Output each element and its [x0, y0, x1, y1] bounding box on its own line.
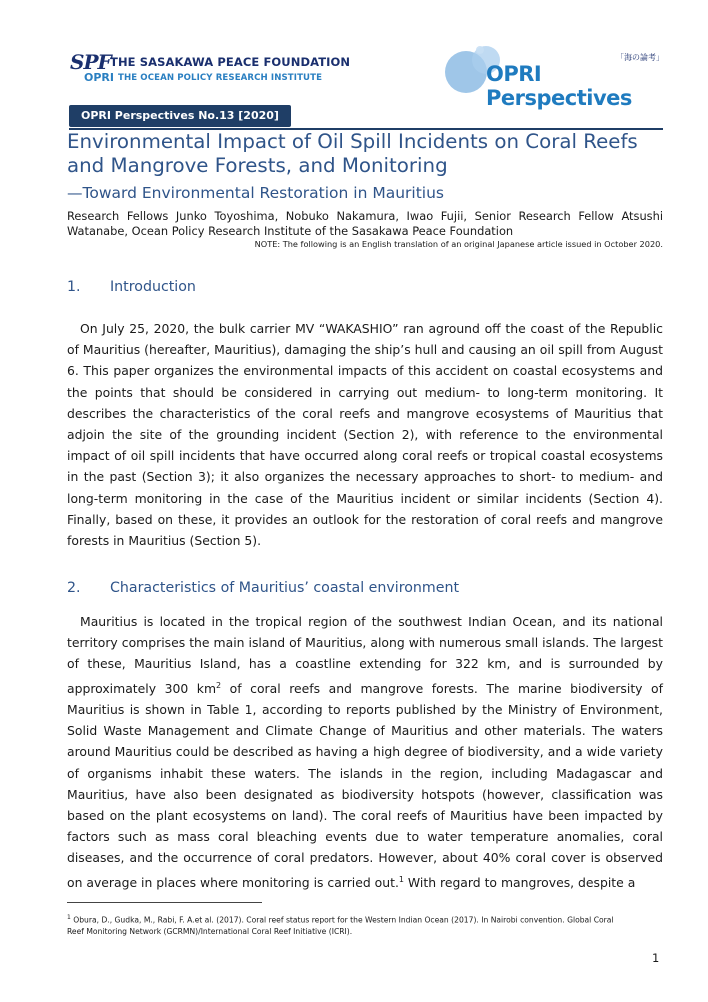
perspectives-tag: 「海の論考」 [616, 53, 664, 62]
section-body-introduction [67, 318, 663, 551]
section-title: Characteristics of Mauritius’ coastal environment [110, 580, 460, 596]
superscript: 2 [216, 680, 222, 690]
paragraph: On July 25, 2020, the bulk carrier MV “WAKASHIO” ran aground off the coast of the Republic of Mauritius (hereafter, Mauritius), damaging the ship’s hull and causing an oil spill from August 6. This paper organizes the environmental impacts of this accident on coastal ecosystems and the points that should be considered in carrying out medium- to long-term monitoring. It describes the characteristics of the coral reefs and mangrove ecosystems of Mauritius that adjoin the site of the grounding incident (Section 2), with reference to the environmental impact of oil spill incidents that have occurred along coral reefs or tropical coastal ecosystems in the past (Section 3); it also organizes the necessary approaches to short- to medium- and long-term monitoring in the case of the Mauritius incident or similar incidents (Section 4). Finally, based on these, it provides an outlook for the restoration of coral reefs and mangrove forests in Mauritius (Section 5). [67, 321, 663, 549]
footnote-rule [67, 902, 262, 903]
footnote-text: Obura, D., Gudka, M., Rabi, F. A.et al. (2017). Coral reef status report for the Western Indian Ocean (2017). In Nairobi convention. Global Coral Reef Monitoring Network (GCRMN)/International Coral Reef Initiative (ICRI). [67, 915, 614, 936]
section-heading-coastal-environment [67, 580, 459, 596]
paragraph [67, 611, 663, 893]
spf-logo-mark: SPF [70, 50, 111, 74]
footnote-reference[interactable]: 1 [398, 874, 404, 884]
paragraph-text: With regard to mangroves, despite a [403, 874, 636, 890]
section-title: Introduction [110, 279, 196, 295]
section-number: 2. [67, 580, 81, 596]
section-body-coastal-environment [67, 611, 663, 893]
opri-perspectives-badge [442, 42, 672, 110]
opri-logo-mark: OPRI [84, 71, 114, 84]
opri-logo [84, 71, 322, 84]
spf-logo-text: THE SASAKAWA PEACE FOUNDATION [110, 55, 351, 69]
paragraph-text: Mauritius is located in the tropical region of the southwest Indian Ocean, and its national territory comprises the main island of Mauritius, along with numerous small islands. The largest of these, Mauritius Island, has a coastline extending for 322 km, and is surrounded by approximately 300 km [67, 614, 663, 696]
opri-logo-text: THE OCEAN POLICY RESEARCH INSTITUTE [117, 72, 323, 83]
perspectives-title: OPRI Perspectives [486, 62, 632, 110]
page-number: 1 [652, 951, 660, 965]
document-subtitle: —Toward Environmental Restoration in Mauritius [67, 184, 445, 202]
document-title: Environmental Impact of Oil Spill Incidents on Coral Reefs and Mangrove Forests, and Monitoring [67, 130, 638, 177]
paragraph-text: of coral reefs and mangrove forests. The marine biodiversity of Mauritius is shown in Table 1, according to reports published by the Ministry of Environment, Solid Waste Management and Climate Change of Mauritius and other materials. The waters around Mauritius could be described as having a high degree of biodiversity, and a wide variety of organisms inhabit these waters. The islands in the region, including Madagascar and Mauritius, have also been designated as biodiversity hotspots (however, classification was based on the plant ecosystems on land). The coral reefs of Mauritius have been impacted by factors such as mass coral bleaching events due to water temperature anomalies, coral diseases, and the occurrence of coral predators. However, about 40% coral cover is observed on average in places where monitoring is carried out. [67, 680, 663, 890]
section-number: 1. [67, 279, 81, 295]
footnote [67, 912, 627, 937]
translation-note: NOTE: The following is an English translation of an original Japanese article issued in October 2020. [254, 239, 663, 249]
footnote-marker: 1 [67, 914, 71, 921]
series-label: OPRI Perspectives No.13 [2020] [69, 105, 291, 127]
section-heading-introduction [67, 279, 196, 295]
authors: Research Fellows Junko Toyoshima, Nobuko Nakamura, Iwao Fujii, Senior Research Fellow Atsushi Watanabe, Ocean Policy Research Institute of the Sasakawa Peace Foundation [67, 209, 663, 238]
